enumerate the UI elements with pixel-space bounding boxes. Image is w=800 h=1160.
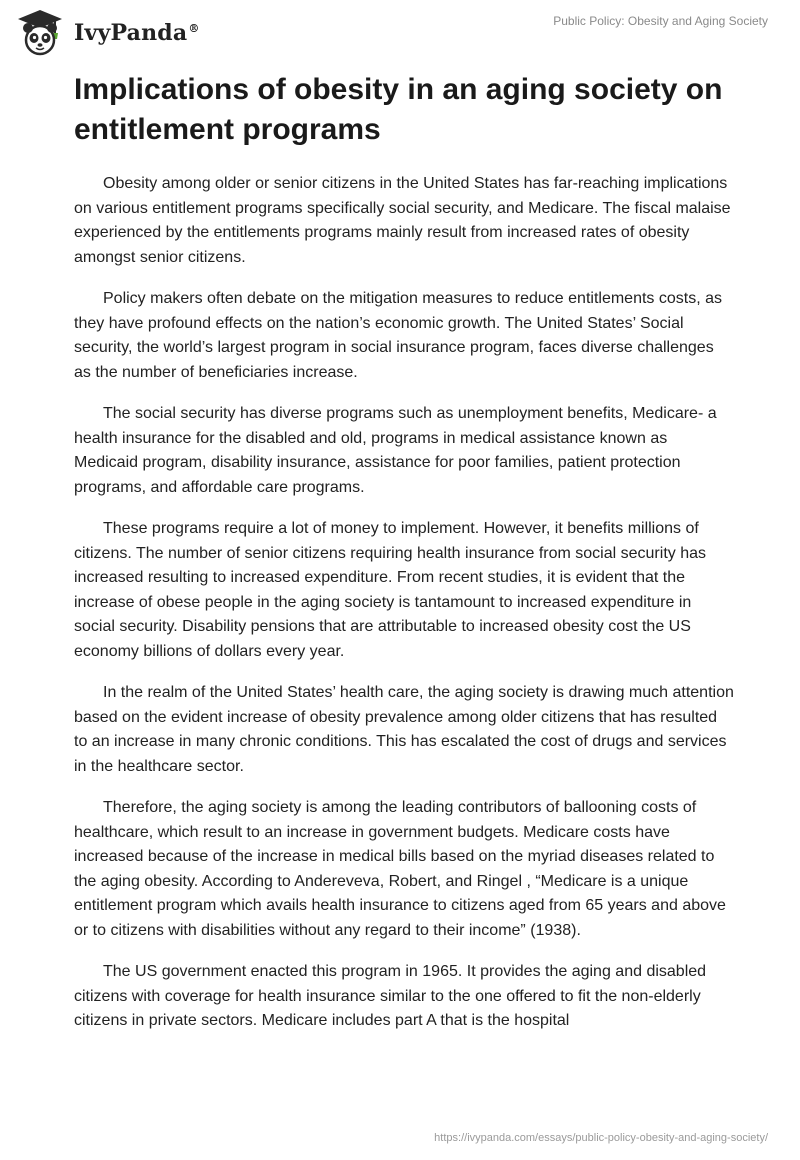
- paragraph: Policy makers often debate on the mitigation measures to reduce entitlements costs, as they have profound effects on the nation’s economic growth. The United States’ Social security, the world’s largest program in social insurance program, faces diverse challenges as the number of beneficiaries increase.: [74, 290, 722, 381]
- paragraph: These programs require a lot of money to implement. However, it benefits millions of citizens. The number of senior citizens requiring health insurance from social security has increased resulting to increased expenditure. From recent studies, it is evident that the increase of obese people in the aging society is tantamount to increased expenditure in social security. Disability pensions that are attributable to increased obesity cost the US economy billions of dollars every year.: [74, 520, 706, 660]
- article-title: Implications of obesity in an aging society on entitlement programs: [74, 73, 723, 146]
- paragraph: Obesity among older or senior citizens in the United States has far-reaching implications on various entitlement programs specifically social security, and Medicare. The fiscal malaise experienced by the entitlements programs mainly result from increased rates of obesity amongst senior citizens.: [74, 175, 731, 266]
- paragraph: In the realm of the United States’ health care, the aging society is drawing much attention based on the evident increase of obesity prevalence among older citizens that has resulted to an increase in many chronic conditions. This has escalated the cost of drugs and services in the healthcare sector.: [74, 684, 734, 775]
- running-title: Public Policy: Obesity and Aging Society: [553, 14, 768, 28]
- paragraph: The social security has diverse programs such as unemployment benefits, Medicare- a health insurance for the disabled and old, programs in medical assistance known as Medicaid program, disability insurance, assistance for poor families, patient protection programs, and affordable care programs.: [74, 405, 717, 496]
- paragraph: Therefore, the aging society is among the leading contributors of ballooning costs of healthcare, which result to an increase in government budgets. Medicare costs have increased because of the increase in medical bills based on the myriad diseases related to the aging obesity. According to Andereveva, Robert, and Ringel , “Medicare is a unique entitlement program which avails health insurance to citizens aged from 65 years and above or to citizens with disabilities without any regard to their income” (1938).: [74, 799, 726, 939]
- source-url[interactable]: https://ivypanda.com/essays/public-policy-obesity-and-aging-society/: [434, 1132, 768, 1144]
- registered-mark: ®: [188, 21, 200, 35]
- article-body: [74, 172, 734, 1051]
- brand-logo[interactable]: [14, 8, 200, 58]
- brand-name: IvyPanda: [74, 20, 188, 46]
- panda-graduate-icon: [14, 8, 66, 58]
- page-header: [0, 0, 800, 70]
- paragraph: The US government enacted this program in 1965. It provides the aging and disabled citizens with coverage for health insurance similar to the one offered to fit the non-elderly citizens in private sectors. Medicare includes part A that is the hospital: [74, 963, 707, 1029]
